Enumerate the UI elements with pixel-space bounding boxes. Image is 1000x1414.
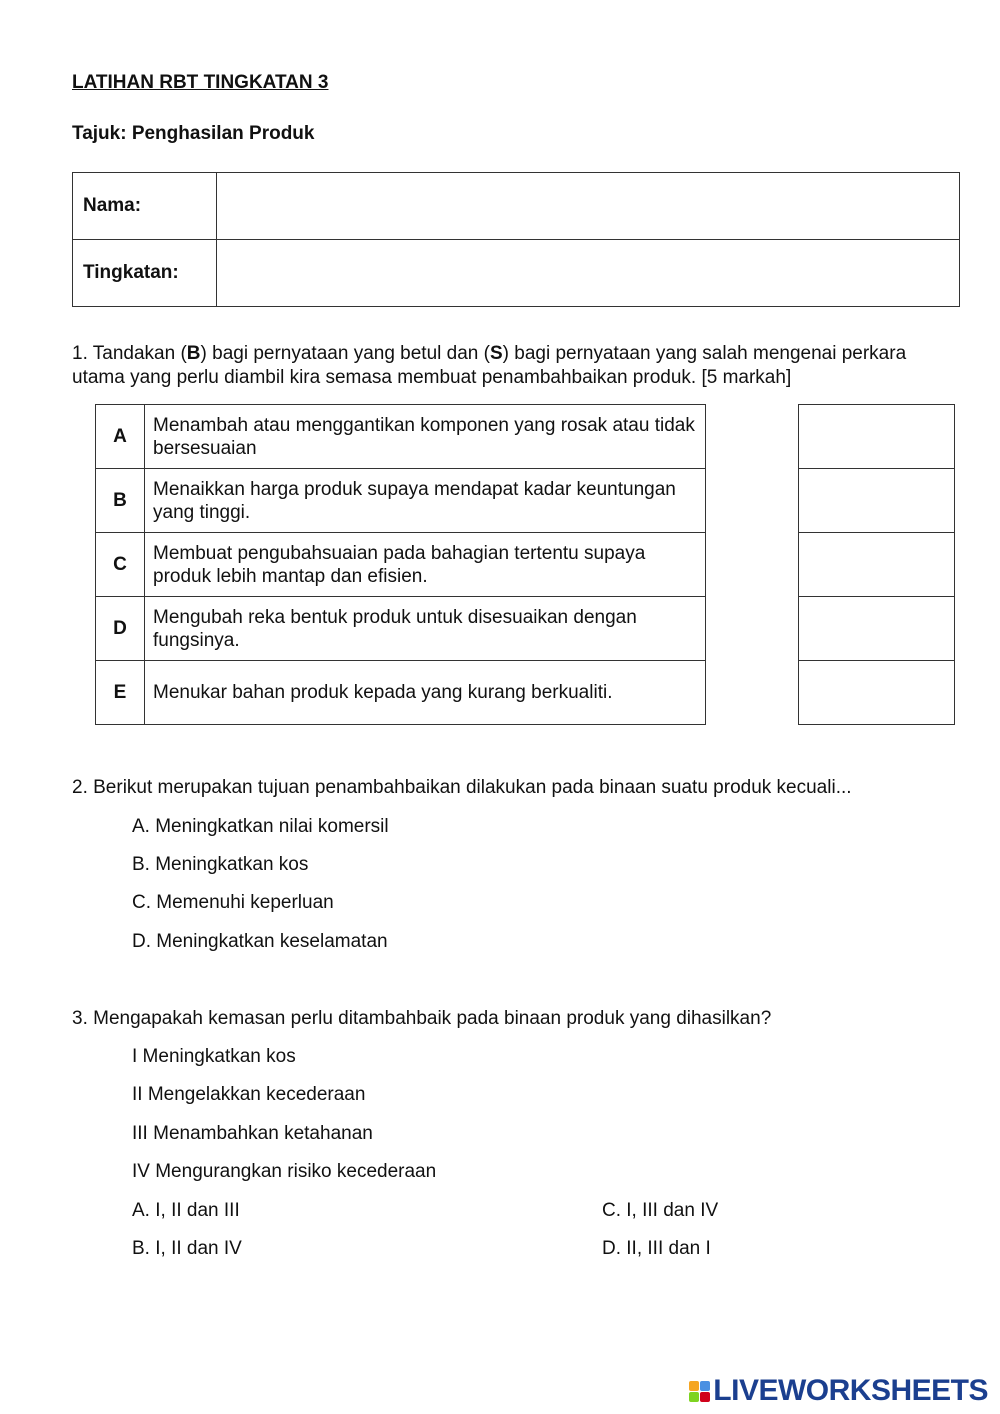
- liveworksheets-wordmark: LIVEWORKSHEETS: [713, 1374, 988, 1407]
- logo-square: [700, 1392, 710, 1402]
- statement-text: Mengubah reka bentuk produk untuk disesuaikan dengan fungsinya.: [145, 597, 706, 661]
- q3-option-a[interactable]: A. I, II dan III: [132, 1200, 240, 1221]
- q2-option-d[interactable]: D. Meningkatkan keselamatan: [132, 931, 388, 952]
- q3-option-d[interactable]: D. II, III dan I: [602, 1238, 711, 1259]
- logo-square: [700, 1381, 710, 1391]
- student-info-table: [72, 172, 960, 307]
- table-row: [96, 469, 706, 533]
- table-row: [96, 597, 706, 661]
- name-field[interactable]: [217, 173, 960, 240]
- statement-table: [95, 404, 706, 725]
- answer-box-b[interactable]: [799, 469, 955, 533]
- table-row: [96, 405, 706, 469]
- q2-option-a[interactable]: A. Meningkatkan nilai komersil: [132, 816, 389, 837]
- statement-text: Menambah atau menggantikan komponen yang rosak atau tidak bersesuaian: [145, 405, 706, 469]
- q3-statement-ii: II Mengelakkan kecederaan: [132, 1084, 366, 1105]
- q3-statement-i: I Meningkatkan kos: [132, 1046, 296, 1067]
- statement-text: Menaikkan harga produk supaya mendapat kadar keuntungan yang tinggi.: [145, 469, 706, 533]
- q3-statement-iii: III Menambahkan ketahanan: [132, 1123, 373, 1144]
- form-label: Tingkatan:: [73, 240, 217, 307]
- answer-box-c[interactable]: [799, 533, 955, 597]
- name-label: Nama:: [73, 173, 217, 240]
- statement-text: Membuat pengubahsuaian pada bahagian tertentu supaya produk lebih mantap dan efisien.: [145, 533, 706, 597]
- q3-option-b[interactable]: B. I, II dan IV: [132, 1238, 242, 1259]
- statement-letter: C: [96, 533, 145, 597]
- form-field[interactable]: [217, 240, 960, 307]
- answer-box-a[interactable]: [799, 405, 955, 469]
- statement-text: Menukar bahan produk kepada yang kurang berkualiti.: [145, 661, 706, 725]
- q2-option-c[interactable]: C. Memenuhi keperluan: [132, 892, 334, 913]
- table-row: [96, 661, 706, 725]
- logo-square: [689, 1392, 699, 1402]
- question-2-text: 2. Berikut merupakan tujuan penambahbaikan dilakukan pada binaan suatu produk kecuali...: [72, 777, 852, 798]
- liveworksheets-icon: [689, 1381, 710, 1402]
- q2-option-b[interactable]: B. Meningkatkan kos: [132, 854, 309, 875]
- statement-letter: D: [96, 597, 145, 661]
- statement-letter: A: [96, 405, 145, 469]
- q3-option-c[interactable]: C. I, III dan IV: [602, 1200, 719, 1221]
- worksheet-title: LATIHAN RBT TINGKATAN 3: [72, 72, 329, 93]
- worksheet-topic: Tajuk: Penghasilan Produk: [72, 123, 315, 144]
- table-row: [96, 533, 706, 597]
- answer-box-d[interactable]: [799, 597, 955, 661]
- statement-letter: E: [96, 661, 145, 725]
- q3-statement-iv: IV Mengurangkan risiko kecederaan: [132, 1161, 437, 1182]
- answer-box-column: [798, 404, 955, 725]
- statement-letter: B: [96, 469, 145, 533]
- answer-box-e[interactable]: [799, 661, 955, 725]
- question-1-text: 1. Tandakan (B) bagi pernyataan yang betul dan (S) bagi pernyataan yang salah mengenai perkara utama yang perlu diambil kira semasa membuat penambahbaikan produk. [5 markah]: [72, 343, 907, 388]
- question-3-text: 3. Mengapakah kemasan perlu ditambahbaik pada binaan produk yang dihasilkan?: [72, 1008, 772, 1029]
- logo-square: [689, 1381, 699, 1391]
- liveworksheets-logo: [689, 1374, 988, 1408]
